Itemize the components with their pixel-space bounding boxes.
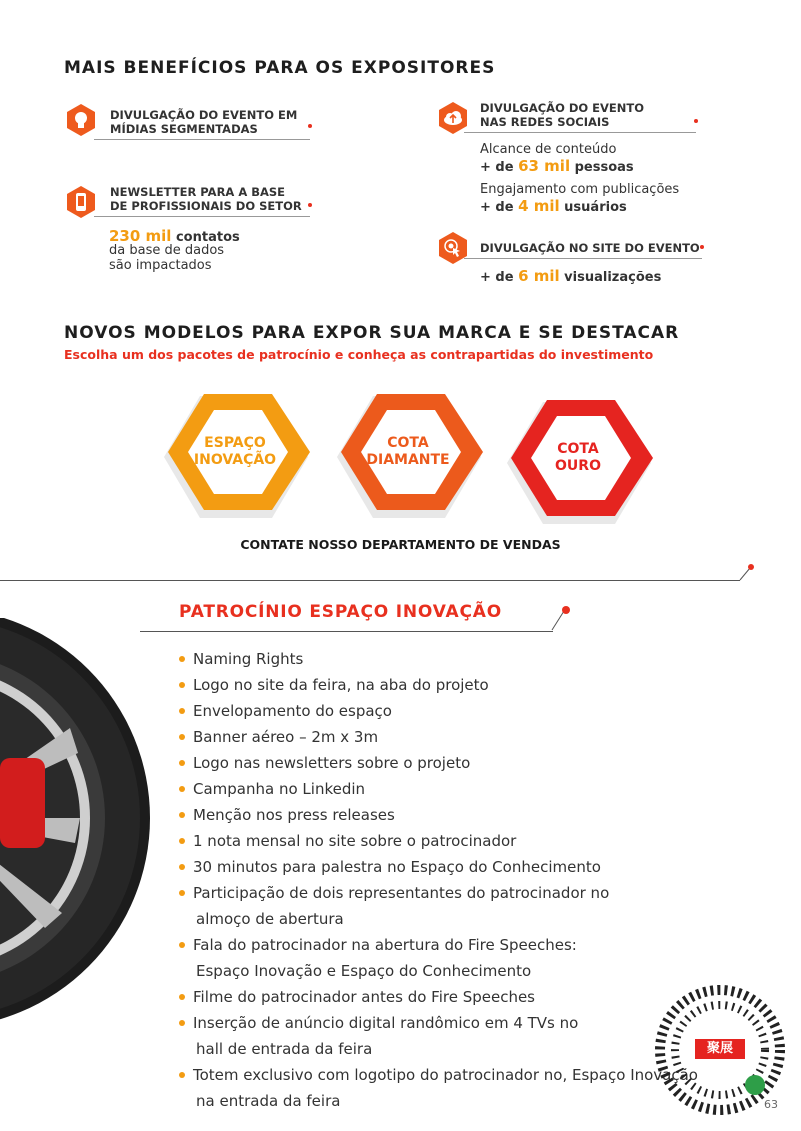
patrocinio-underline [140,631,553,632]
bullet-icon [179,838,185,844]
package-cota-diamante[interactable] [333,392,483,522]
site-stat: + de 6 mil visualizações [480,267,662,285]
newsletter-stat-number: 230 mil [109,227,172,245]
benefit-newsletter-label-1: NEWSLETTER PARA A BASE [110,185,286,199]
redes-engaj-number: 4 mil [518,197,560,215]
package-label-line2: DIAMANTE [366,452,450,468]
cloud-upload-icon [436,101,470,135]
benefit-redes-label-1: DIVULGAÇÃO DO EVENTO [480,101,645,115]
benefit-dot [308,124,312,128]
list-item-continuation: hall de entrada da feira [196,1040,373,1058]
patrocinio-accent [550,603,574,631]
list-item: Campanha no Linkedin [179,776,779,802]
package-label-line1: COTA [557,441,599,457]
list-item: Fala do patrocinador na abertura do Fire Speeches: [179,932,779,958]
bullet-icon [179,708,185,714]
beneficios-title: MAIS BENEFÍCIOS PARA OS EXPOSITORES [64,58,496,78]
bullet-icon [179,734,185,740]
bullet-icon [179,864,185,870]
smartphone-icon [64,185,98,219]
redes-alcance-stat: + de 63 mil pessoas [480,157,634,175]
newsletter-stat-line3: são impactados [109,258,212,273]
list-item: Logo nas newsletters sobre o projeto [179,750,779,776]
list-item: Logo no site da feira, na aba do projeto [179,672,779,698]
bullet-icon [179,786,185,792]
bullet-icon [179,760,185,766]
package-label-line2: INOVAÇÃO [193,452,277,468]
list-item-continuation: Espaço Inovação e Espaço do Conhecimento [196,962,532,980]
package-espaco-inovacao[interactable] [160,392,310,522]
tire-wheel-image [0,618,170,1028]
list-item-continuation: na entrada da feira [196,1092,341,1110]
list-item-continuation: almoço de abertura [196,910,344,928]
bullet-icon [179,656,185,662]
benefit-underline [94,216,310,217]
lightbulb-icon [64,103,98,137]
list-item: Inserção de anúncio digital randômico em 4 TVs no [179,1010,779,1036]
redes-alcance-label: Alcance de conteúdo [480,142,617,157]
benefit-midias-label-2: MÍDIAS SEGMENTADAS [110,122,258,136]
benefit-newsletter-label-2: DE PROFISSIONAIS DO SETOR [110,199,302,213]
newsletter-stat-rest: contatos [171,230,240,245]
qr-code-watermark [655,985,785,1115]
redes-engaj-stat: + de 4 mil usuários [480,197,627,215]
benefit-dot [700,245,704,249]
list-item: 30 minutos para palestra no Espaço do Conhecimento [179,854,779,880]
section-divider [0,580,740,581]
redes-alcance-number: 63 mil [518,157,571,175]
redes-engaj-label: Engajamento com publicações [480,182,680,197]
bullet-icon [179,942,185,948]
list-item: Banner aéreo – 2m x 3m [179,724,779,750]
list-item: Filme do patrocinador antes do Fire Speeches [179,984,779,1010]
bullet-icon [179,682,185,688]
list-item: Totem exclusivo com logotipo do patrocinador no, Espaço Inovação [179,1062,779,1088]
package-label-line1: COTA [387,435,429,451]
benefit-underline [464,132,696,133]
benefit-dot [694,119,698,123]
qr-label: 聚展 [706,1041,733,1056]
benefit-midias-label-1: DIVULGAÇÃO DO EVENTO EM [110,108,298,122]
bullet-icon [179,1072,185,1078]
list-item: Naming Rights [179,646,779,672]
list-item: Participação de dois representantes do patrocinador no [179,880,779,906]
benefit-redes-label-2: NAS REDES SOCIAIS [480,115,610,129]
click-icon [436,231,470,265]
modelos-subtitle: Escolha um dos pacotes de patrocínio e conheça as contrapartidas do investimento [64,347,654,362]
bullet-icon [179,994,185,1000]
bullet-icon [179,812,185,818]
benefit-dot [308,203,312,207]
benefit-site-label: DIVULGAÇÃO NO SITE DO EVENTO [480,241,700,255]
package-label-line2: OURO [555,458,601,474]
bullet-icon [179,890,185,896]
list-item: Envelopamento do espaço [179,698,779,724]
benefit-underline [94,139,310,140]
list-item: 1 nota mensal no site sobre o patrocinador [179,828,779,854]
page-number: 63 [764,1098,778,1111]
benefit-underline [464,258,702,259]
list-item: Menção nos press releases [179,802,779,828]
divider-accent [738,562,758,582]
modelos-title: NOVOS MODELOS PARA EXPOR SUA MARCA E SE DESTACAR [64,323,680,343]
package-cota-ouro[interactable] [503,398,653,528]
package-label-line1: ESPAÇO [204,435,266,451]
site-stat-number: 6 mil [518,267,560,285]
contact-sales-cta[interactable]: CONTATE NOSSO DEPARTAMENTO DE VENDAS [240,537,561,552]
patrocinio-title: PATROCÍNIO ESPAÇO INOVAÇÃO [179,602,502,622]
bullet-icon [179,1020,185,1026]
newsletter-stat-line2: da base de dados [109,243,225,258]
